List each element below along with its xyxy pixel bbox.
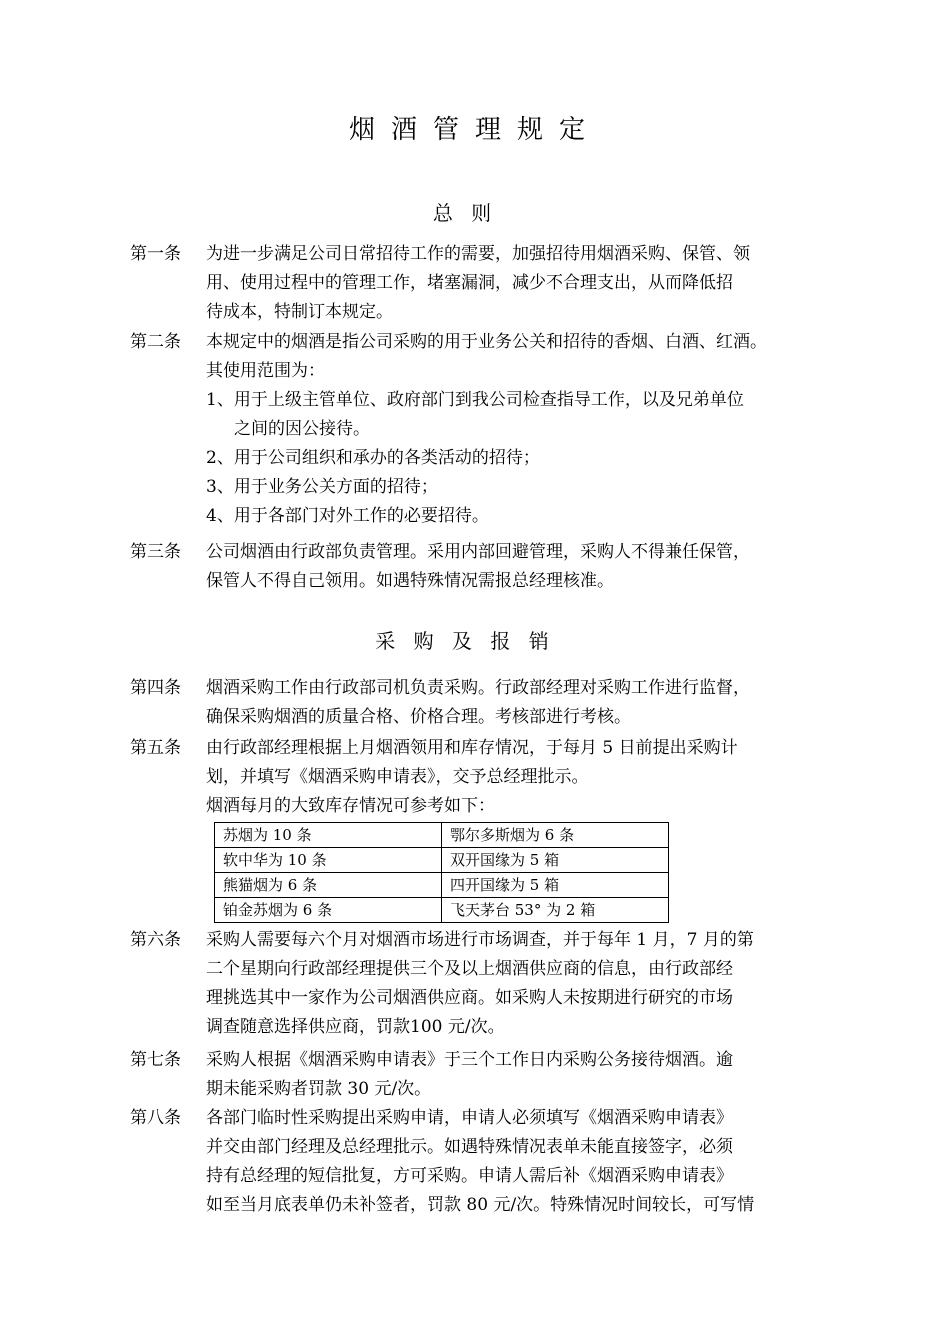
stock-reference-table <box>214 822 669 923</box>
article-line: 理挑选其中一家作为公司烟酒供应商。如采购人未按期进行研究的市场 <box>206 988 733 1008</box>
table-cell: 苏烟为 10 条 <box>215 823 442 848</box>
article-number: 第八条 <box>130 1108 181 1128</box>
article-line: 本规定中的烟酒是指公司采购的用于业务公关和招待的香烟、白酒、红酒。 <box>206 332 767 352</box>
article-line: 调查随意选择供应商，罚款100 元/次。 <box>206 1017 505 1037</box>
list-item: 2、用于公司组织和承办的各类活动的招待； <box>206 448 540 468</box>
table-cell: 熊猫烟为 6 条 <box>215 873 442 898</box>
table-cell: 鄂尔多斯烟为 6 条 <box>442 823 669 848</box>
article-line: 公司烟酒由行政部负责管理。采用内部回避管理，采购人不得兼任保管， <box>206 542 750 562</box>
article-5 <box>130 734 810 821</box>
article-6 <box>130 926 810 1042</box>
article-8 <box>130 1104 810 1220</box>
article-line: 待成本，特制订本规定。 <box>206 302 393 322</box>
article-line: 如至当月底表单仍未补签者，罚款 80 元/次。特殊情况时间较长，可写情 <box>206 1195 755 1215</box>
table-row <box>215 848 669 873</box>
table-cell: 铂金苏烟为 6 条 <box>215 898 442 923</box>
list-item <box>206 386 810 444</box>
list-item: 3、用于业务公关方面的招待； <box>206 477 438 497</box>
article-number: 第四条 <box>130 678 181 698</box>
section-heading-general: 总 则 <box>432 201 498 225</box>
article-number: 第二条 <box>130 332 181 352</box>
table-cell: 飞天茅台 53° 为 2 箱 <box>442 898 669 923</box>
article-line: 采购人根据《烟酒采购申请表》于三个工作日内采购公务接待烟酒。逾 <box>206 1050 733 1070</box>
table-cell: 软中华为 10 条 <box>215 848 442 873</box>
article-line: 并交由部门经理及总经理批示。如遇特殊情况表单未能直接签字，必须 <box>206 1137 733 1157</box>
table-row <box>215 873 669 898</box>
article-number: 第三条 <box>130 542 181 562</box>
article-line: 其使用范围为： <box>206 361 325 381</box>
document-title: 烟酒管理规定 <box>348 115 601 145</box>
article-line: 为进一步满足公司日常招待工作的需要，加强招待用烟酒采购、保管、领 <box>206 244 750 264</box>
article-number: 第五条 <box>130 738 181 758</box>
article-line: 烟酒每月的大致库存情况可参考如下： <box>206 796 495 816</box>
article-line: 各部门临时性采购提出采购申请，申请人必须填写《烟酒采购申请表》 <box>206 1108 733 1128</box>
article-line: 期未能采购者罚款 30 元/次。 <box>206 1079 432 1099</box>
table-row <box>215 823 669 848</box>
article-line: 烟酒采购工作由行政部司机负责采购。行政部经理对采购工作进行监督， <box>206 678 750 698</box>
article-line: 用、使用过程中的管理工作，堵塞漏洞，减少不合理支出，从而降低招 <box>206 273 733 293</box>
article-4 <box>130 674 810 732</box>
table-cell: 双开国缘为 5 箱 <box>442 848 669 873</box>
article-3 <box>130 538 810 596</box>
article-1 <box>130 240 810 327</box>
article-number: 第七条 <box>130 1050 181 1070</box>
list-item-line: 1、用于上级主管单位、政府部门到我公司检查指导工作，以及兄弟单位 <box>206 390 744 410</box>
list-item: 4、用于各部门对外工作的必要招待。 <box>206 506 489 526</box>
article-number: 第一条 <box>130 244 181 264</box>
section-heading-procurement: 采 购 及 报 销 <box>375 629 555 653</box>
table-cell: 四开国缘为 5 箱 <box>442 873 669 898</box>
article-2 <box>130 328 810 531</box>
article-line: 持有总经理的短信批复，方可采购。申请人需后补《烟酒采购申请表》 <box>206 1166 733 1186</box>
article-line: 保管人不得自己领用。如遇特殊情况需报总经理核准。 <box>206 571 614 591</box>
article-line: 二个星期向行政部经理提供三个及以上烟酒供应商的信息，由行政部经 <box>206 959 733 979</box>
article-number: 第六条 <box>130 930 181 950</box>
table-row <box>215 898 669 923</box>
article-line: 划，并填写《烟酒采购申请表》，交予总经理批示。 <box>206 767 589 787</box>
article-7 <box>130 1046 810 1104</box>
article-line: 确保采购烟酒的质量合格、价格合理。考核部进行考核。 <box>206 707 631 727</box>
list-item-line: 之间的因公接待。 <box>234 419 370 439</box>
article-line: 采购人需要每六个月对烟酒市场进行市场调查，并于每年 1 月，7 月的第 <box>206 930 754 950</box>
article-line: 由行政部经理根据上月烟酒领用和库存情况，于每月 5 日前提出采购计 <box>206 738 738 758</box>
